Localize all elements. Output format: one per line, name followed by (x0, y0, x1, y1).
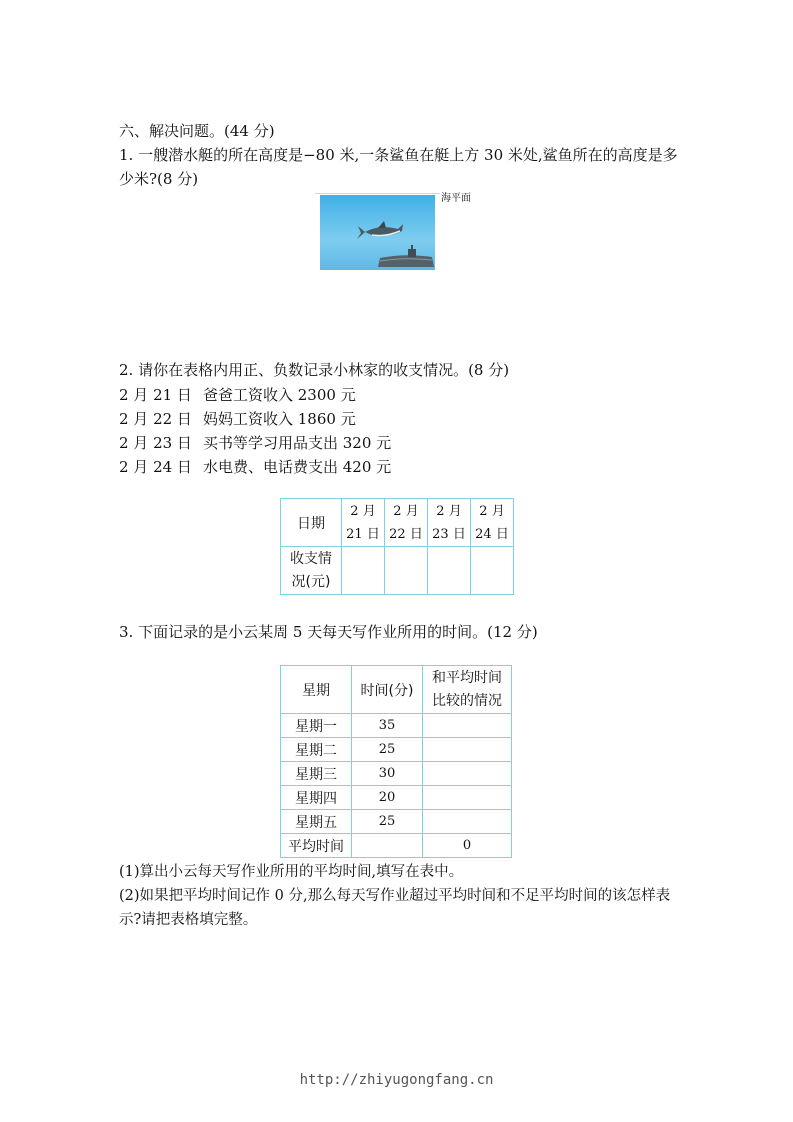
date-header: 日期 (281, 499, 342, 547)
income-expense-table (280, 498, 514, 595)
record-date: 2 月 23 日 (119, 434, 192, 452)
table-row (281, 834, 512, 858)
compare-cell[interactable] (423, 762, 512, 786)
amount-cell[interactable] (428, 547, 471, 595)
day-cell: 星期二 (281, 738, 352, 762)
record-date: 2 月 22 日 (119, 410, 192, 428)
record-item: 买书等学习用品支出 320 元 (203, 434, 392, 452)
day-cell: 星期五 (281, 810, 352, 834)
date-cell: 2 月 24 日 (471, 499, 514, 547)
question-2-text: 2. 请你在表格内用正、负数记录小林家的收支情况。(8 分) (119, 361, 510, 379)
record-row (119, 456, 391, 477)
ocean-illustration (320, 195, 435, 270)
table-row (281, 810, 512, 834)
homework-time-table (280, 665, 512, 858)
compare-cell[interactable] (423, 738, 512, 762)
date-cell: 2 月 23 日 (428, 499, 471, 547)
date-cell: 2 月 22 日 (385, 499, 428, 547)
day-cell: 星期四 (281, 786, 352, 810)
record-date: 2 月 24 日 (119, 458, 192, 476)
section-title: 六、解决问题。(44 分) (119, 122, 275, 140)
day-cell: 星期一 (281, 714, 352, 738)
sea-surface-line (315, 193, 440, 194)
time-cell: 30 (352, 762, 423, 786)
average-compare-cell: 0 (423, 834, 512, 858)
time-cell: 25 (352, 810, 423, 834)
compare-header: 和平均时间 比较的情况 (423, 666, 512, 714)
record-item: 水电费、电话费支出 420 元 (203, 458, 392, 476)
amount-cell[interactable] (385, 547, 428, 595)
day-cell: 星期三 (281, 762, 352, 786)
table-row (281, 738, 512, 762)
amount-cell[interactable] (342, 547, 385, 595)
sub-question-1: (1)算出小云每天写作业所用的平均时间,填写在表中。 (119, 864, 464, 880)
amount-header: 收支情 况(元) (281, 547, 342, 595)
record-row (119, 384, 356, 405)
date-cell: 2 月 21 日 (342, 499, 385, 547)
footer-url: http://zhiyugongfang.cn (299, 1072, 494, 1088)
average-time-cell[interactable] (352, 834, 423, 858)
sea-level-label: 海平面 (441, 193, 471, 204)
table-row (281, 762, 512, 786)
time-cell: 35 (352, 714, 423, 738)
amount-cell[interactable] (471, 547, 514, 595)
question-3-text: 3. 下面记录的是小云某周 5 天每天写作业所用的时间。(12 分) (119, 623, 538, 641)
record-row (119, 408, 356, 429)
time-header: 时间(分) (352, 666, 423, 714)
time-cell: 20 (352, 786, 423, 810)
ocean-figure (320, 195, 435, 270)
table-row (281, 499, 514, 547)
time-cell: 25 (352, 738, 423, 762)
table-row (281, 714, 512, 738)
submarine-icon (378, 245, 434, 267)
table-row (281, 666, 512, 714)
compare-cell[interactable] (423, 810, 512, 834)
table-row (281, 547, 514, 595)
record-date: 2 月 21 日 (119, 386, 192, 404)
question-1-text: 1. 一艘潜水艇的所在高度是−80 米,一条鲨鱼在艇上方 30 米处,鲨鱼所在的高度是多少米?(8 分) (119, 146, 678, 188)
compare-cell[interactable] (423, 786, 512, 810)
record-item: 爸爸工资收入 2300 元 (203, 386, 356, 404)
average-label-cell: 平均时间 (281, 834, 352, 858)
day-header: 星期 (281, 666, 352, 714)
compare-cell[interactable] (423, 714, 512, 738)
record-row (119, 432, 391, 453)
record-item: 妈妈工资收入 1860 元 (203, 410, 356, 428)
shark-icon (357, 221, 403, 239)
table-row (281, 786, 512, 810)
sub-question-2: (2)如果把平均时间记作 0 分,那么每天写作业超过平均时间和不足平均时间的该怎样表示?请把表格填完整。 (119, 888, 671, 928)
